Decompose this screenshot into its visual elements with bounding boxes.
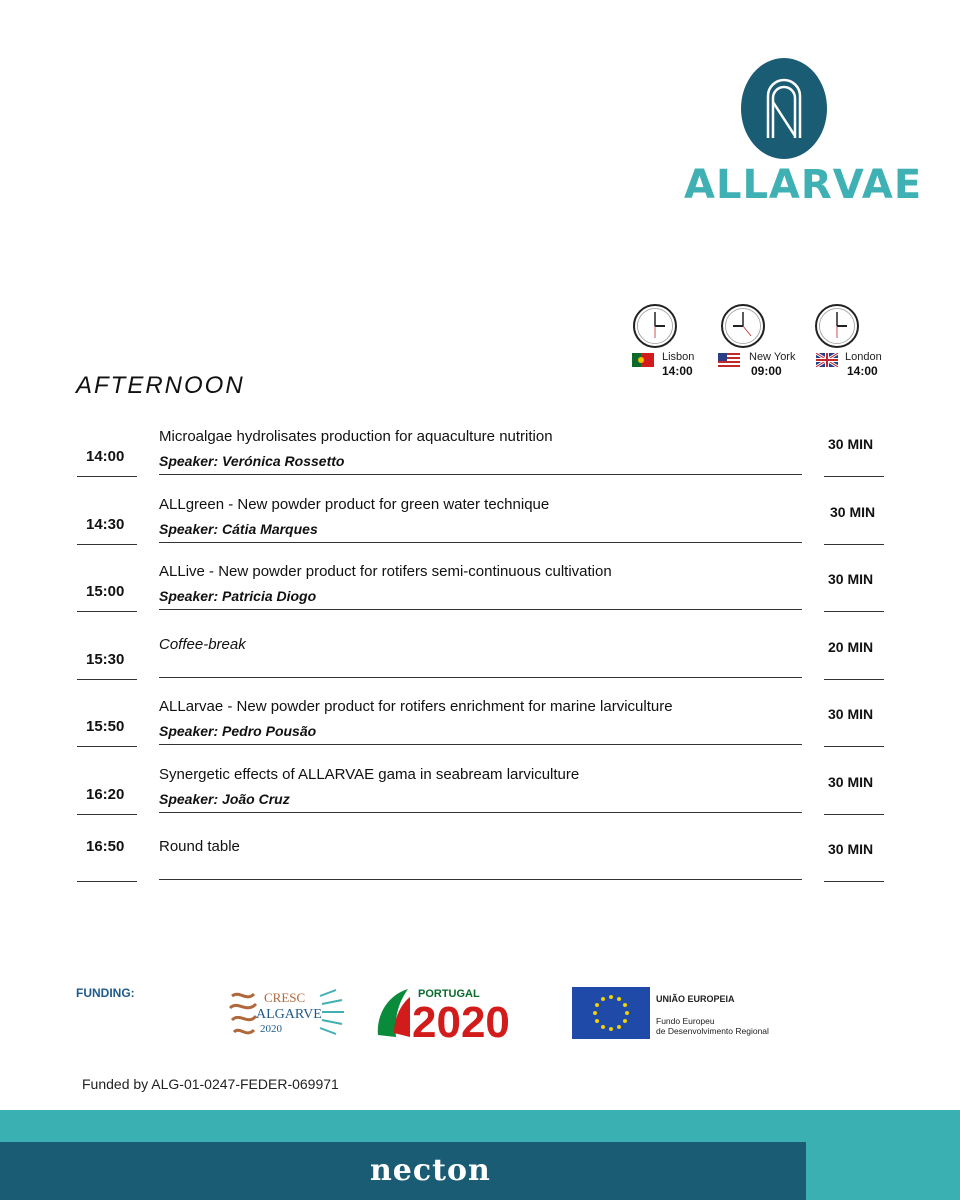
divider <box>77 746 137 747</box>
schedule-row <box>0 551 960 619</box>
clock-icon <box>632 303 678 349</box>
divider <box>77 611 137 612</box>
funded-by-text: Funded by ALG-01-0247-FEDER-069971 <box>82 1076 339 1092</box>
session-title: Coffee-break <box>159 636 246 653</box>
divider <box>77 476 137 477</box>
session-time: 15:50 <box>86 718 125 735</box>
session-title: ALLgreen - New powder product for green water technique <box>159 496 550 513</box>
divider <box>159 879 802 880</box>
schedule-row <box>0 821 960 889</box>
schedule-row <box>0 686 960 754</box>
funding-label: FUNDING: <box>76 986 135 1000</box>
portugal-flag-icon <box>632 353 654 367</box>
divider <box>77 679 137 680</box>
divider <box>824 746 884 747</box>
schedule-row <box>0 754 960 822</box>
session-time: 14:00 <box>86 448 125 465</box>
divider <box>159 744 802 745</box>
divider <box>824 881 884 882</box>
divider <box>159 542 802 543</box>
timezone-time: 14:00 <box>662 364 693 378</box>
session-speaker: Speaker: Pedro Pousão <box>159 723 317 739</box>
cresc-text: CRESC <box>264 990 306 1005</box>
session-duration: 30 MIN <box>828 774 874 790</box>
eu-subtitle: Fundo Europeu <box>656 1016 715 1026</box>
algarve-text: ALGARVE <box>256 1007 322 1022</box>
cresc-year-text: 2020 <box>260 1023 282 1035</box>
session-time: 15:00 <box>86 583 125 600</box>
session-title: ALLive - New powder product for rotifers semi-continuous cultivation <box>159 563 612 580</box>
session-title: Round table <box>159 838 240 855</box>
session-duration: 30 MIN <box>828 436 874 452</box>
portugal-text: PORTUGAL <box>418 988 480 1000</box>
divider <box>824 476 884 477</box>
clock-icon <box>814 303 860 349</box>
session-title: Synergetic effects of ALLARVAE gama in seabream larviculture <box>159 766 580 783</box>
portugal-year-text: 2020 <box>412 998 510 1041</box>
divider <box>159 609 802 610</box>
portugal-2020-logo-icon <box>374 985 544 1041</box>
session-time: 16:50 <box>86 838 125 855</box>
allarvae-logo-icon <box>741 58 827 159</box>
usa-flag-icon <box>718 353 740 367</box>
session-speaker: Speaker: Verónica Rossetto <box>159 453 345 469</box>
timezone-time: 14:00 <box>847 364 878 378</box>
timezone-city: London <box>845 351 882 363</box>
schedule-row <box>0 484 960 552</box>
divider <box>77 814 137 815</box>
divider <box>824 611 884 612</box>
schedule-row <box>0 416 960 484</box>
divider <box>824 814 884 815</box>
session-title: Microalgae hydrolisates production for aquaculture nutrition <box>159 428 553 445</box>
divider <box>77 881 137 882</box>
timezone-city: Lisbon <box>662 351 695 363</box>
divider <box>77 544 137 545</box>
session-speaker: Speaker: João Cruz <box>159 791 290 807</box>
eu-flag-icon <box>572 987 650 1039</box>
timezone-time: 09:00 <box>751 364 782 378</box>
uk-flag-icon <box>816 353 838 367</box>
cresc-algarve-logo-icon <box>226 986 348 1042</box>
session-duration: 30 MIN <box>828 571 874 587</box>
divider <box>824 679 884 680</box>
divider <box>159 812 802 813</box>
necton-logo: necton <box>370 1153 491 1188</box>
session-time: 14:30 <box>86 516 125 533</box>
session-duration: 30 MIN <box>830 504 876 520</box>
schedule-row <box>0 619 960 687</box>
session-speaker: Speaker: Cátia Marques <box>159 521 318 537</box>
session-speaker: Speaker: Patricia Diogo <box>159 588 317 604</box>
divider <box>159 474 802 475</box>
divider <box>159 677 802 678</box>
session-time: 15:30 <box>86 651 125 668</box>
clock-icon <box>720 303 766 349</box>
eu-title: UNIÃO EUROPEIA <box>656 994 735 1004</box>
brand-name: ALLARVAE <box>684 162 923 208</box>
session-duration: 30 MIN <box>828 841 874 857</box>
timezone-city: New York <box>749 351 796 363</box>
session-time: 16:20 <box>86 786 125 803</box>
session-title: ALLarvae - New powder product for rotifers enrichment for marine larviculture <box>159 698 673 715</box>
divider <box>824 544 884 545</box>
section-title: AFTERNOON <box>76 372 245 399</box>
session-duration: 30 MIN <box>828 706 874 722</box>
eu-subtitle: de Desenvolvimento Regional <box>656 1026 769 1036</box>
session-duration: 20 MIN <box>828 639 874 655</box>
